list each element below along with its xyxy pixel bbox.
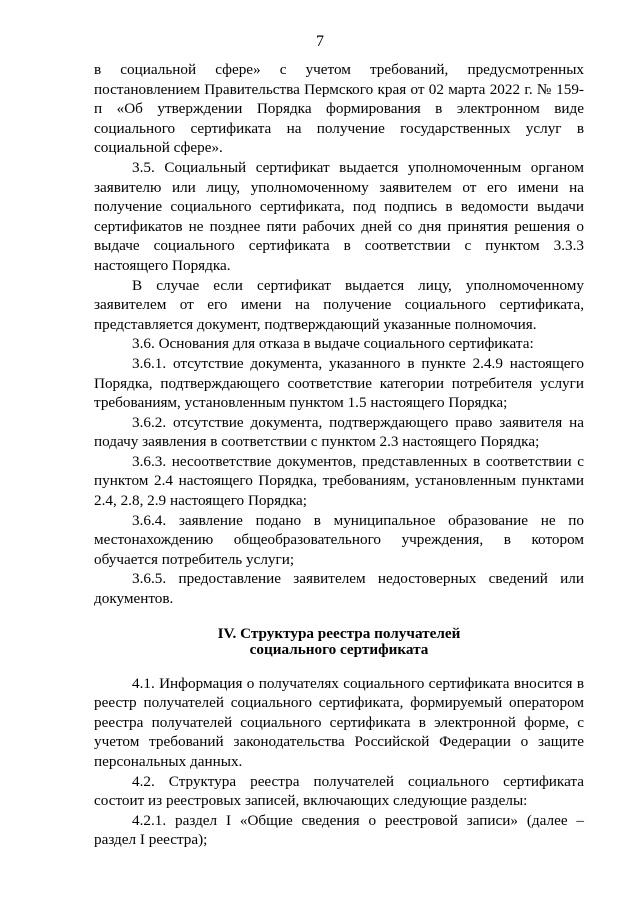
paragraph-4-2: 4.2. Структура реестра получателей социального сертификата состоит из реестровых записей, включающих следующие разделы: [94,772,584,810]
paragraph-3-6-1: 3.6.1. отсутствие документа, указанного в пункте 2.4.9 настоящего Порядка, подтверждающего соответствие категории потребителя услуги требованиям, установленным пунктом 1.5 настоящего Порядка; [94,354,584,412]
document-body [94,60,584,850]
paragraph-4-2-1: 4.2.1. раздел I «Общие сведения о реестровой записи» (далее – раздел I реестра); [94,811,584,849]
paragraph-3-6-4: 3.6.4. заявление подано в муниципальное образование не по местонахождению общеобразовательного учреждения, в котором обучается потребитель услуги; [94,511,584,568]
paragraph-3-6: 3.6. Основания для отказа в выдаче социального сертификата: [132,335,534,353]
section-heading-line-1: IV. Структура реестра получателей [217,624,461,642]
page-number: 7 [316,33,324,50]
paragraph-3-6-2: 3.6.2. отсутствие документа, подтверждающего право заявителя на подачу заявления в соответствии с пунктом 2.3 настоящего Порядка; [94,413,584,451]
paragraph-3-6-5: 3.6.5. предоставление заявителем недостоверных сведений или документов. [94,570,584,608]
section-heading [94,626,584,658]
paragraph-4-1: 4.1. Информация о получателях социального сертификата вносится в реестр получателей социального сертификата, формируемый оператором реестра получателей социального сертификата в электронной форме, с учетом требований законодательства Российской Федерации о защите персональных данных. [94,674,584,770]
section-heading-line-2: социального сертификата [249,640,429,658]
paragraph-3-5-note: В случае если сертификат выдается лицу, уполномоченному заявителем от его имени на получение социального сертификата, представляется документ, подтверждающий указанные полномочия. [94,276,584,333]
paragraph-continuation: в социальной сфере» с учетом требований, предусмотренных постановлением Правительства Пермского края от 02 марта 2022 г. № 159-п «Об утверждении Порядка формирования в электронном виде социального сертификата на получение государственных услуг в социальной сфере». [94,61,584,157]
paragraph-3-5: 3.5. Социальный сертификат выдается уполномоченным органом заявителю или лицу, уполномоченному заявителем от его имени на получение социального сертификата, под подпись в ведомости выдачи сертификатов не позднее пяти рабочих дней со дня принятия решения о выдаче социального сертификата в соответствии с пунктом 3.3.3 настоящего Порядка. [94,158,584,274]
paragraph-3-6-3: 3.6.3. несоответствие документов, представленных в соответствии с пунктом 2.4 настоящего Порядка, требованиям, установленным пунктами 2.4, 2.8, 2.9 настоящего Порядка; [94,452,584,510]
